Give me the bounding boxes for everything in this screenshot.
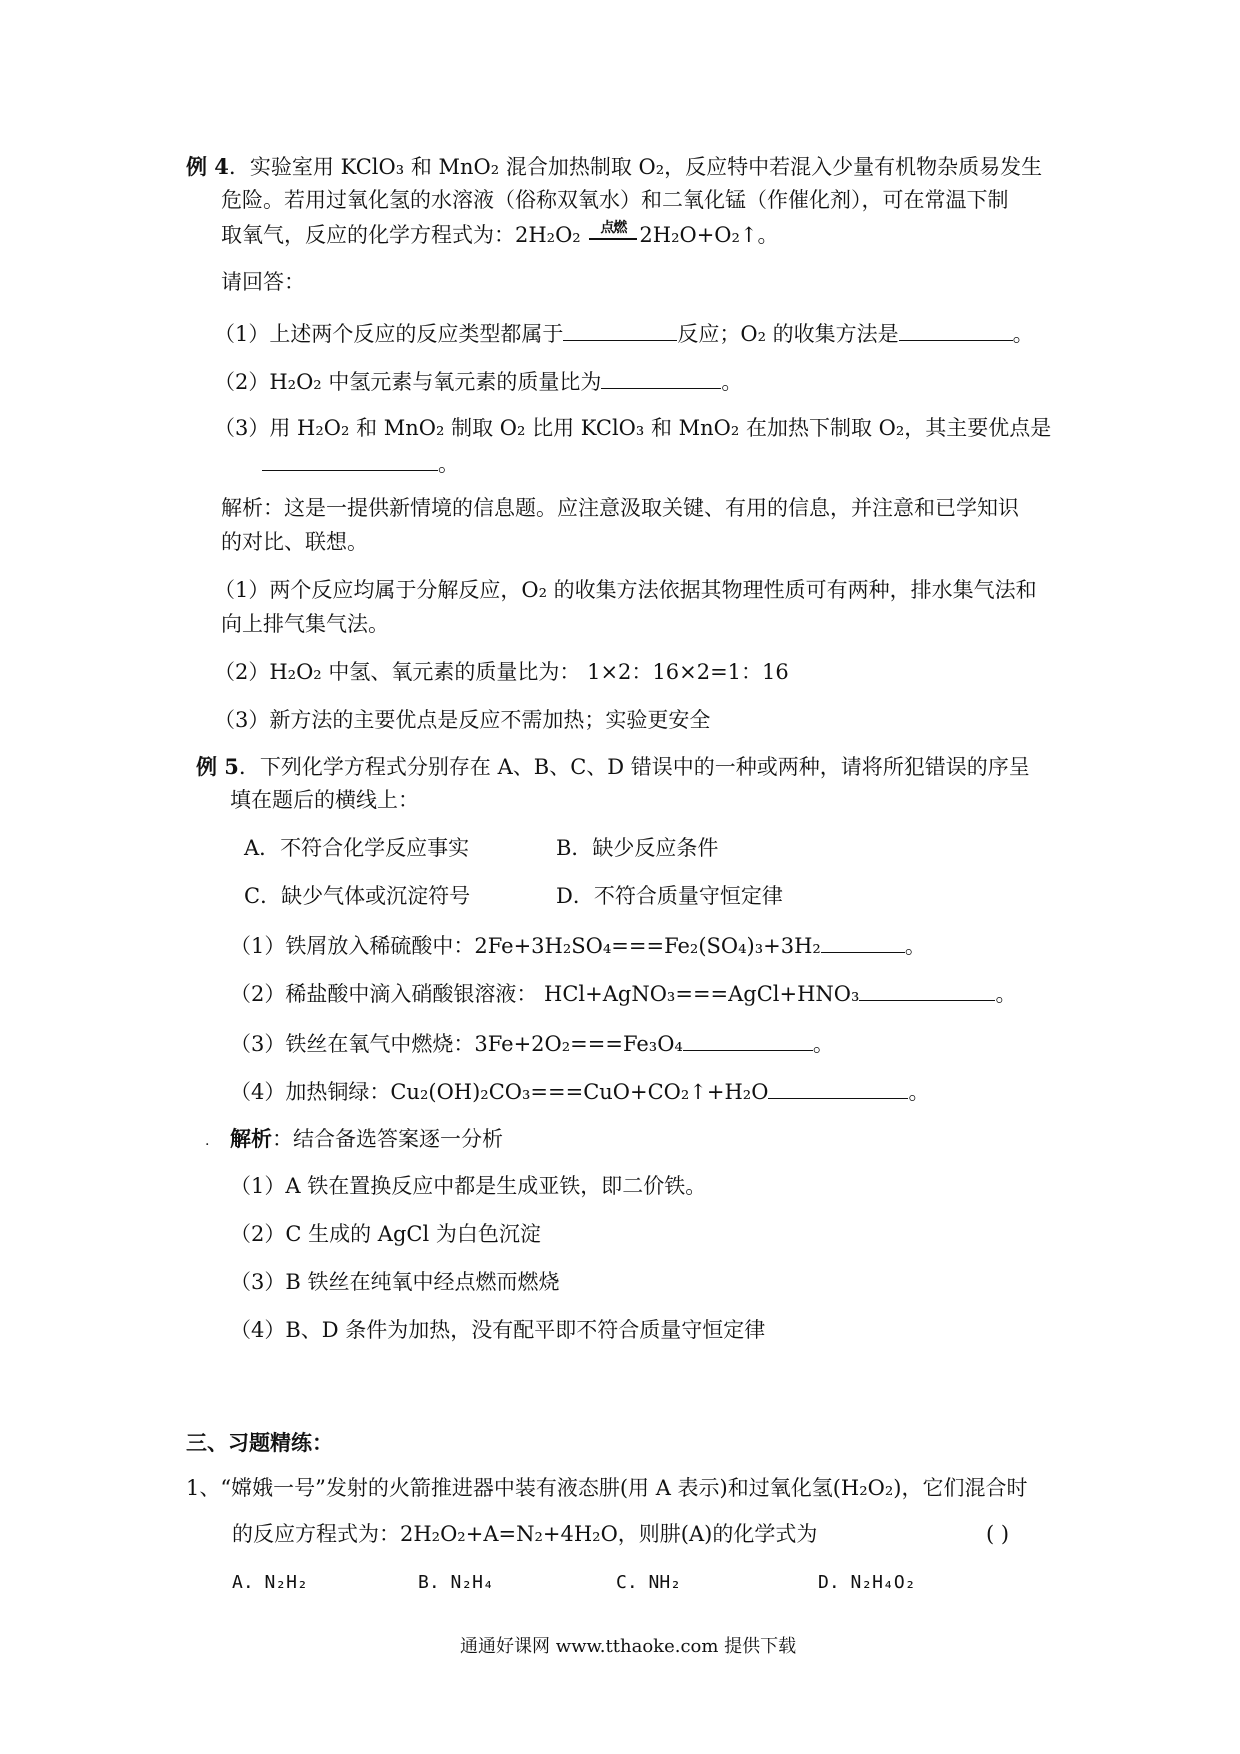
problem1-option-d: D. N₂H₄O₂ bbox=[818, 1572, 916, 1593]
ex5-analysis: 解析：结合备选答案逐一分析 bbox=[230, 1126, 503, 1151]
ex5-q2: （2）稀盐酸中滴入硝酸银溶液： HCl+AgNO₃===AgCl+HNO₃ 。 bbox=[230, 982, 1017, 1006]
ex5-option-c: C．缺少气体或沉淀符号 bbox=[244, 884, 471, 908]
ex5-answer2: （2）C 生成的 AgCl 为白色沉淀 bbox=[230, 1222, 541, 1246]
problem1-option-c: C. NH₂ bbox=[616, 1572, 682, 1593]
answer-blank bbox=[768, 1080, 908, 1099]
ex5-label: 例 5 bbox=[196, 754, 239, 779]
ex4-answer2: （2）H₂O₂ 中氢、氧元素的质量比为： 1×2：16×2=1：16 bbox=[214, 660, 789, 684]
problem1-line2: 的反应方程式为：2H₂O₂+A=N₂+4H₂O，则肼(A)的化学式为 bbox=[232, 1522, 818, 1546]
ex4-label: 例 4 bbox=[186, 154, 229, 179]
ex5-line2: 填在题后的横线上： bbox=[230, 788, 419, 812]
ex4-q1: （1）上述两个反应的反应类型都属于 反应；O₂ 的收集方法是 。 bbox=[214, 322, 1034, 346]
ex5-q3: （3）铁丝在氧气中燃烧：3Fe+2O₂===Fe₃O₄ 。 bbox=[230, 1032, 834, 1056]
ex5-q1: （1）铁屑放入稀硫酸中：2Fe+3H₂SO₄===Fe₂(SO₄)₃+3H₂ 。 bbox=[230, 934, 926, 958]
problem1-option-b: B. N₂H₄ bbox=[418, 1572, 494, 1593]
ex4-prompt: 请回答： bbox=[221, 270, 305, 294]
stray-dot: . bbox=[205, 1133, 210, 1149]
ex5-answer1: （1）A 铁在置换反应中都是生成亚铁，即二价铁。 bbox=[230, 1174, 707, 1198]
ex5-option-a: A．不符合化学反应事实 bbox=[244, 836, 470, 860]
answer-blank bbox=[821, 934, 905, 953]
answer-blank bbox=[262, 452, 438, 471]
ex4-q2: （2）H₂O₂ 中氢元素与氧元素的质量比为 。 bbox=[214, 370, 743, 394]
ex5-answer4: （4）B、D 条件为加热，没有配平即不符合质量守恒定律 bbox=[230, 1318, 766, 1342]
ignition-condition: 点燃 bbox=[587, 221, 639, 235]
answer-blank bbox=[563, 322, 677, 341]
ex5-answer3: （3）B 铁丝在纯氧中经点燃而燃烧 bbox=[230, 1270, 560, 1294]
answer-blank bbox=[899, 322, 1013, 341]
ex4-line2: 危险。若用过氧化氢的水溶液（俗称双氧水）和二氧化锰（作催化剂），可在常温下制 bbox=[221, 188, 1009, 212]
answer-paren: ( ) bbox=[986, 1522, 1010, 1546]
ex4-line3: 取氧气，反应的化学方程式为：2H₂O₂ 点燃 2H₂O+O₂↑。 bbox=[221, 220, 779, 247]
problem1-option-a: A. N₂H₂ bbox=[232, 1572, 308, 1593]
section3-title: 三、习题精练： bbox=[186, 1430, 333, 1455]
ex4-answer1-line2: 向上排气集气法。 bbox=[221, 612, 389, 636]
page-footer: 通通好课网 www.tthaoke.com 提供下载 bbox=[460, 1636, 797, 1657]
answer-blank bbox=[601, 370, 721, 389]
problem1-line1: 1、“嫦娥一号”发射的火箭推进器中装有液态肼(用 A 表示)和过氧化氢(H₂O₂)，它们混合时 bbox=[186, 1476, 1028, 1500]
ex4-line1: 例 4．实验室用 KClO₃ 和 MnO₂ 混合加热制取 O₂，反应特中若混入少量有机物杂质易发生 bbox=[186, 154, 1043, 179]
ex4-answer3: （3）新方法的主要优点是反应不需加热；实验更安全 bbox=[214, 708, 711, 732]
ex4-q3-blank-line: 。 bbox=[262, 452, 459, 475]
ex5-option-d: D．不符合质量守恒定律 bbox=[556, 884, 783, 908]
ex4-analysis-line1: 解析：这是一提供新情境的信息题。应注意汲取关键、有用的信息，并注意和已学知识 bbox=[221, 496, 1019, 520]
answer-blank bbox=[683, 1032, 813, 1051]
ex4-answer1-line1: （1）两个反应均属于分解反应，O₂ 的收集方法依据其物理性质可有两种，排水集气法和 bbox=[214, 578, 1037, 602]
ex4-q3: （3）用 H₂O₂ 和 MnO₂ 制取 O₂ 比用 KClO₃ 和 MnO₂ 在加热下制取 O₂，其主要优点是 bbox=[214, 416, 1052, 440]
ex5-line1: 例 5．下列化学方程式分别存在 A、B、C、D 错误中的一种或两种，请将所犯错误的序呈 bbox=[196, 754, 1030, 779]
answer-blank bbox=[859, 982, 995, 1001]
ex4-analysis-line2: 的对比、联想。 bbox=[221, 530, 368, 554]
ex5-option-b: B．缺少反应条件 bbox=[556, 836, 719, 860]
ex5-q4: （4）加热铜绿：Cu₂(OH)₂CO₃===CuO+CO₂↑+H₂O 。 bbox=[230, 1080, 930, 1104]
